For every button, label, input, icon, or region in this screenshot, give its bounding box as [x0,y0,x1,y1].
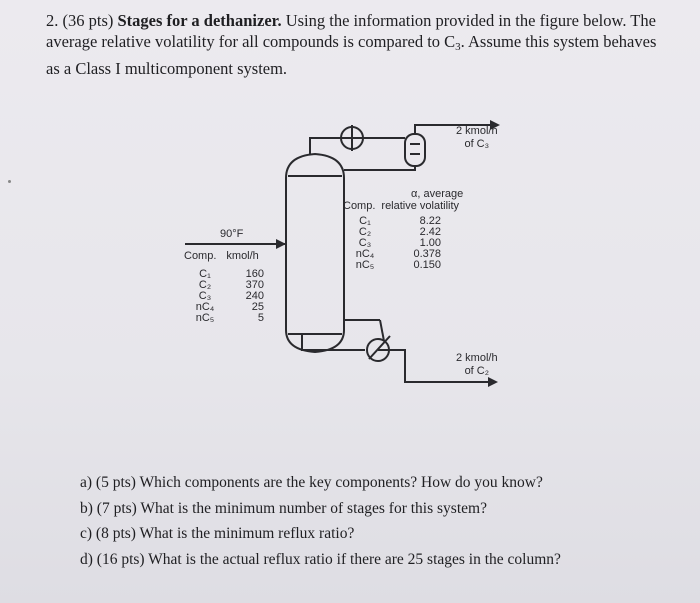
feed-table-row [184,313,264,324]
question-list [80,470,680,572]
reflux-return-line [344,166,415,170]
problem-text: Using the information provided in the figure below. The average relative volatility for all compounds is compared to C [46,11,656,51]
alpha-label: α, average [411,188,464,200]
volatility-row-comp: C₂ [358,226,372,238]
feed-header-flow: kmol/h [226,250,259,262]
feed-table-rows [184,269,264,324]
question-c: c) (8 pts) What is the minimum reflux ratio? [80,525,355,542]
feed-row-flow: 240 [245,289,264,302]
feed-row-flow: 5 [257,311,264,324]
bottoms-arrow-icon [488,377,498,387]
volatility-row-value: 1.00 [419,237,441,249]
bottoms-rate: 2 kmol/h [456,352,498,364]
bottoms-label [456,352,498,378]
feed-header-comp: Comp. [184,250,217,262]
feed-table-row [184,291,264,302]
volatility-table-row [343,260,463,271]
feed-row-flow: 160 [245,267,264,280]
volatility-table [343,189,463,271]
distillate-label [456,125,498,151]
distillate-composition: of C₃ [464,138,490,150]
feed-table-row [184,269,264,280]
volatility-row-comp: C₃ [358,237,372,249]
volatility-row-comp: C₁ [359,215,371,227]
volatility-row-value: 8.22 [419,215,441,227]
volatility-header-comp: Comp. [343,199,376,212]
volatility-row-value: 0.378 [413,248,441,260]
problem-title: Stages for a dethanizer. [117,11,282,30]
feed-row-comp: C₂ [198,278,212,291]
feed-table-row [184,280,264,291]
volatility-table-header [343,201,463,213]
volatility-row-comp: nC₅ [355,259,375,271]
feed-row-comp: nC₅ [195,311,215,324]
question-a: a) (5 pts) Which components are the key components? How do you know? [80,474,543,491]
volatility-row-value: 2.42 [419,226,441,238]
feed-table-header [184,251,264,263]
feed-row-comp: C₁ [199,267,211,280]
volatility-row-comp: nC₄ [355,248,375,260]
feed-row-flow: 370 [245,278,264,291]
volatility-row-value: 0.150 [413,259,441,271]
reflux-drum [405,134,425,166]
question-b: b) (7 pts) What is the minimum number of stages for this system? [80,499,487,517]
overhead-vapor-line [310,138,405,154]
problem-text-end: . [460,32,465,51]
problem-text-subscript: 3 [455,41,461,53]
volatility-table-rows [343,216,463,271]
feed-row-comp: C₃ [198,289,212,302]
feed-row-comp: nC₄ [195,300,215,313]
distillate-rate: 2 kmol/h [456,125,498,137]
feed-table-row [184,302,264,313]
feed-temperature: 90°F [220,228,244,240]
feed-table [184,251,264,324]
feed-arrow-icon [276,239,286,249]
problem-assumption: Assume this system behaves as a Class I multicomponent system. [46,32,657,78]
problem-points: (36 pts) [62,11,114,30]
feed-row-flow: 25 [251,300,264,313]
problem-number: 2. [46,11,59,30]
bottoms-composition: of C₂ [464,365,490,377]
question-d: d) (16 pts) What is the actual reflux ratio if there are 25 stages in the column? [80,550,561,568]
volatility-header-value: relative volatility [381,199,460,212]
distillation-column [286,154,344,352]
